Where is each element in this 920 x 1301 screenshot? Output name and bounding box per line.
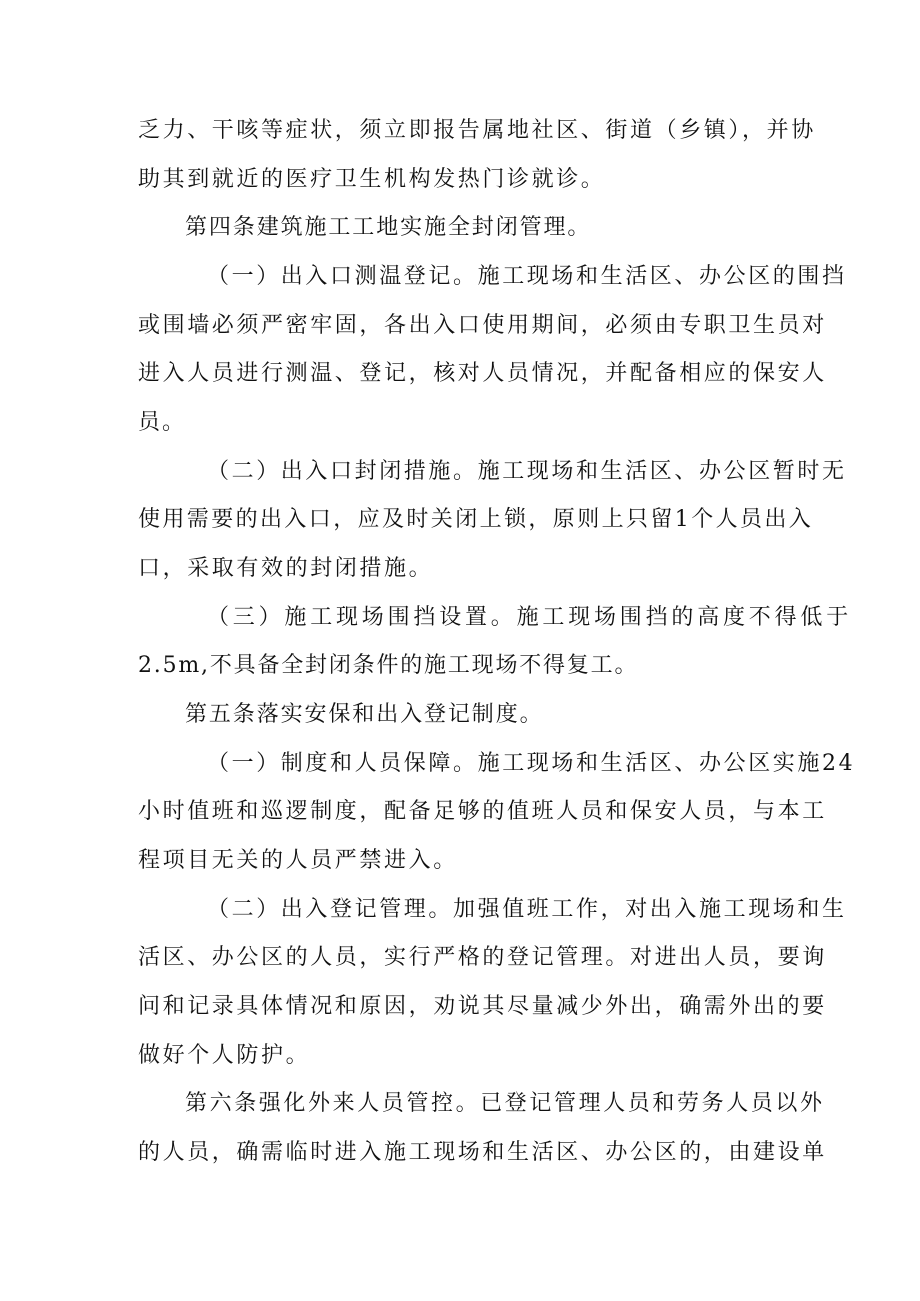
text-line: 小时值班和巡逻制度，配备足够的值班人员和保安人员，与本工 (138, 799, 827, 824)
text-line: 第五条落实安保和出入登记制度。 (185, 702, 544, 727)
text-line: 第四条建筑施工工地实施全封闭管理。 (185, 215, 592, 240)
text-line: 或围墙必须严密牢固，各出入口使用期间，必须由专职卫生员对 (138, 313, 827, 338)
text-line: 的人员，确需临时进入施工现场和生活区、办公区的，由建设单 (138, 1140, 827, 1165)
text-line: 使用需要的出入口，应及时关闭上锁，原则上只留1个人员出入 (138, 507, 814, 532)
text-line: 活区、办公区的人员，实行严格的登记管理。对进出人员，要询 (138, 945, 827, 970)
text-line: （二）出入登记管理。加强值班工作，对出入施工现场和生 (207, 897, 847, 922)
text-line: （二）出入口封闭措施。施工现场和生活区、办公区暂时无 (207, 459, 847, 484)
text-line: 2.5m,不具备全封闭条件的施工现场不得复工。 (138, 653, 639, 678)
text-line: 程项目无关的人员严禁进入。 (138, 848, 458, 873)
text-line: （一）制度和人员保障。施工现场和生活区、办公区实施24 (207, 751, 856, 776)
text-line: 问和记录具体情况和原因，劝说其尽量减少外出，确需外出的要 (138, 994, 827, 1019)
text-line: （一）出入口测温登记。施工现场和生活区、办公区的围挡 (207, 264, 847, 289)
text-line: 第六条强化外来人员管控。已登记管理人员和劳务人员以外 (185, 1091, 825, 1116)
text-line: 口，采取有效的封闭措施。 (138, 556, 434, 581)
text-line: 员。 (138, 410, 187, 435)
text-line: 进入人员进行测温、登记，核对人员情况，并配备相应的保安人 (138, 361, 827, 386)
text-line: 做好个人防护。 (138, 1043, 311, 1068)
text-line: （三）施工现场围挡设置。施工现场围挡的高度不得低于 (207, 605, 853, 630)
text-line: 助其到就近的医疗卫生机构发热门诊就诊。 (138, 167, 606, 192)
text-line: 乏力、干咳等症状，须立即报告属地社区、街道（乡镇），并协 (138, 118, 816, 143)
